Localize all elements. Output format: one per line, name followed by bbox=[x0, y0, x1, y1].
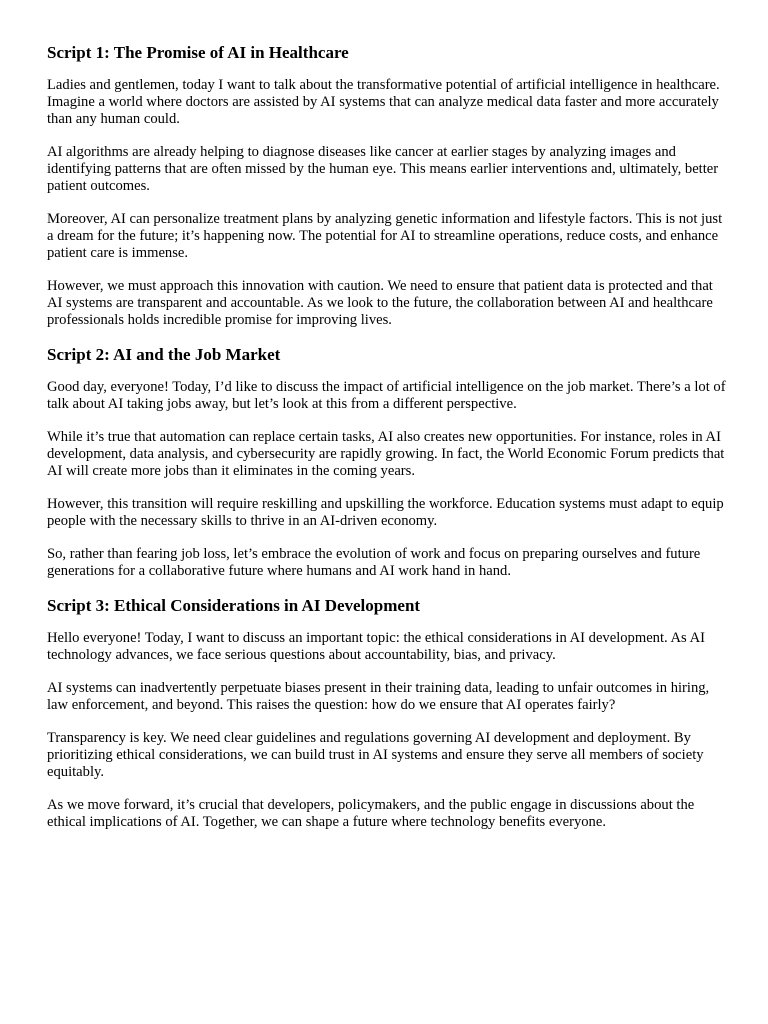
section-title: Script 3: Ethical Considerations in AI Development bbox=[47, 596, 421, 615]
paragraph: However, this transition will require reskilling and upskilling the workforce. Education systems must adapt to equip people with the necessary skills to thrive in an AI-driven economy. bbox=[47, 496, 724, 529]
paragraph: Good day, everyone! Today, I’d like to discuss the impact of artificial intelligence on the job market. There’s a lot of talk about AI taking jobs away, but let’s look at this from a different perspective. bbox=[47, 379, 726, 412]
paragraph: As we move forward, it’s crucial that developers, policymakers, and the public engage in discussions about the ethical implications of AI. Together, we can shape a future where technology benefits everyone. bbox=[47, 797, 695, 830]
script-section-job-market bbox=[47, 345, 727, 580]
paragraph: However, we must approach this innovation with caution. We need to ensure that patient data is protected and that AI systems are transparent and accountable. As we look to the future, the collaboration between AI and healthcare professionals holds incredible promise for improving lives. bbox=[47, 278, 713, 328]
paragraph: Hello everyone! Today, I want to discuss an important topic: the ethical considerations in AI development. As AI technology advances, we face serious questions about accountability, bias, and privacy. bbox=[47, 630, 705, 663]
script-section-ethics bbox=[47, 596, 727, 831]
paragraph: While it’s true that automation can replace certain tasks, AI also creates new opportunities. For instance, roles in AI development, data analysis, and cybersecurity are rapidly growing. In fact, the World Economic Forum predicts that AI will create more jobs than it eliminates in the coming years. bbox=[47, 429, 725, 479]
section-title: Script 1: The Promise of AI in Healthcare bbox=[47, 43, 349, 62]
section-title: Script 2: AI and the Job Market bbox=[47, 345, 281, 364]
paragraph: So, rather than fearing job loss, let’s embrace the evolution of work and focus on preparing ourselves and future generations for a collaborative future where humans and AI work hand in hand. bbox=[47, 546, 701, 579]
paragraph: Moreover, AI can personalize treatment plans by analyzing genetic information and lifestyle factors. This is not just a dream for the future; it’s happening now. The potential for AI to streamline operations, reduce costs, and enhance patient care is immense. bbox=[47, 211, 723, 261]
paragraph: Transparency is key. We need clear guidelines and regulations governing AI development and deployment. By prioritizing ethical considerations, we can build trust in AI systems and ensure they serve all members of society equitably. bbox=[47, 730, 704, 780]
paragraph: AI systems can inadvertently perpetuate biases present in their training data, leading to unfair outcomes in hiring, law enforcement, and beyond. This raises the question: how do we ensure that AI operates fairly? bbox=[47, 680, 710, 713]
document-page bbox=[47, 43, 727, 847]
paragraph: Ladies and gentlemen, today I want to talk about the transformative potential of artificial intelligence in healthcare. Imagine a world where doctors are assisted by AI systems that can analyze medical data faster and more accurately than any human could. bbox=[47, 77, 720, 127]
paragraph: AI algorithms are already helping to diagnose diseases like cancer at earlier stages by analyzing images and identifying patterns that are often missed by the human eye. This means earlier interventions and, ultimately, better patient outcomes. bbox=[47, 144, 719, 194]
script-section-healthcare bbox=[47, 43, 727, 329]
